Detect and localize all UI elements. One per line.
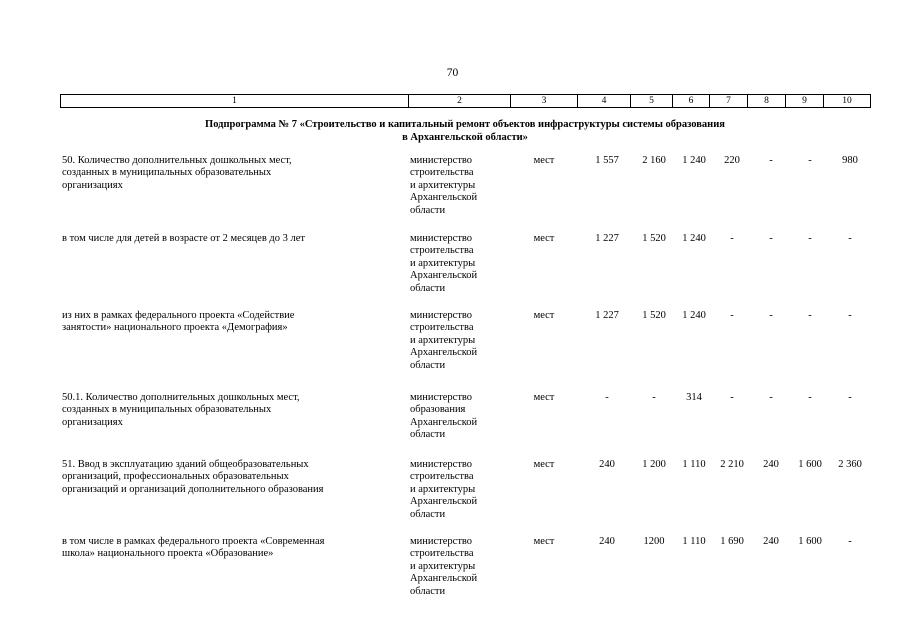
value-cell: 1200: [643, 536, 665, 547]
column-number-header: [60, 94, 871, 108]
text-line: министерство: [410, 536, 473, 547]
text-line: Архангельской: [410, 270, 478, 282]
value-cell: -: [769, 233, 773, 244]
indicator-name: [62, 233, 402, 245]
text-line: в том числе в рамках федерального проекта «Современная: [62, 536, 325, 547]
text-line: министерство: [410, 155, 473, 166]
value-cell: -: [808, 233, 812, 244]
text-line: министерство: [410, 459, 473, 470]
indicator-name: [62, 392, 402, 429]
executor: [410, 310, 510, 372]
value-cell: -: [808, 155, 812, 166]
value-cell: 240: [763, 459, 779, 470]
column-number-cell: 1: [61, 95, 409, 108]
subprogram-title-line: в Архангельской области»: [402, 132, 528, 143]
value-cell: -: [848, 233, 852, 244]
text-line: и архитектуры: [410, 483, 476, 495]
subprogram-title-line: Подпрограмма № 7 «Строительство и капитальный ремонт объектов инфраструктуры системы образования: [205, 119, 725, 130]
value-cell: 2 210: [720, 459, 744, 470]
text-line: организаций, профессиональных образовательных: [62, 471, 289, 483]
value-cell: -: [730, 233, 734, 244]
text-line: и архитектуры: [410, 257, 476, 269]
unit: мест: [533, 392, 555, 403]
text-line: строительства: [410, 471, 474, 483]
unit: мест: [533, 536, 555, 547]
column-number-cell: 9: [786, 95, 824, 108]
value-cell: 1 110: [682, 536, 706, 547]
text-line: министерство: [410, 233, 473, 244]
text-line: области: [410, 585, 446, 597]
value-cell: -: [848, 310, 852, 321]
text-line: 50. Количество дополнительных дошкольных мест,: [62, 155, 292, 166]
value-cell: 1 600: [798, 536, 822, 547]
text-line: области: [410, 429, 446, 441]
text-line: школа» национального проекта «Образование»: [62, 548, 274, 560]
column-number-cell: 3: [511, 95, 578, 108]
executor: [410, 233, 510, 295]
value-cell: 1 520: [642, 310, 666, 321]
column-number-cell: 5: [631, 95, 673, 108]
unit: мест: [533, 155, 555, 166]
value-cell: 1 690: [720, 536, 744, 547]
indicator-name: [62, 310, 402, 335]
value-cell: -: [848, 392, 852, 403]
value-cell: -: [808, 310, 812, 321]
value-cell: 240: [599, 536, 615, 547]
text-line: строительства: [410, 322, 474, 334]
value-cell: 2 360: [838, 459, 862, 470]
value-cell: -: [769, 392, 773, 403]
column-number-cell: 8: [748, 95, 786, 108]
indicator-name: [62, 536, 402, 561]
value-cell: -: [605, 392, 609, 403]
unit: мест: [533, 233, 555, 244]
text-line: министерство: [410, 392, 473, 403]
executor: [410, 536, 510, 598]
text-line: занятости» национального проекта «Демография»: [62, 322, 288, 334]
value-cell: -: [730, 392, 734, 403]
value-cell: -: [808, 392, 812, 403]
value-cell: -: [730, 310, 734, 321]
text-line: образования: [410, 404, 466, 416]
value-cell: 220: [724, 155, 740, 166]
executor: [410, 459, 510, 521]
text-line: 50.1. Количество дополнительных дошкольных мест,: [62, 392, 300, 403]
text-line: Архангельской: [410, 416, 478, 428]
value-cell: 1 240: [682, 310, 706, 321]
unit: мест: [533, 459, 555, 470]
text-line: строительства: [410, 548, 474, 560]
text-line: области: [410, 282, 446, 294]
text-line: созданных в муниципальных образовательных: [62, 167, 272, 179]
text-line: организаций и организаций дополнительного образования: [62, 483, 324, 495]
text-line: строительства: [410, 245, 474, 257]
value-cell: 980: [842, 155, 858, 166]
value-cell: 2 160: [642, 155, 666, 166]
column-number-cell: 7: [710, 95, 748, 108]
text-line: организациях: [62, 416, 123, 428]
text-line: и архитектуры: [410, 334, 476, 346]
text-line: организациях: [62, 179, 123, 191]
value-cell: 1 227: [595, 233, 619, 244]
text-line: и архитектуры: [410, 560, 476, 572]
value-cell: 1 557: [595, 155, 619, 166]
value-cell: 1 240: [682, 233, 706, 244]
text-line: строительства: [410, 167, 474, 179]
column-number-cell: 2: [409, 95, 511, 108]
value-cell: 240: [763, 536, 779, 547]
value-cell: -: [652, 392, 656, 403]
value-cell: 314: [686, 392, 702, 403]
text-line: в том числе для детей в возрасте от 2 месяцев до 3 лет: [62, 233, 305, 244]
text-line: Архангельской: [410, 496, 478, 508]
value-cell: -: [769, 155, 773, 166]
value-cell: 240: [599, 459, 615, 470]
text-line: Архангельской: [410, 573, 478, 585]
value-cell: 1 600: [798, 459, 822, 470]
executor: [410, 392, 510, 442]
text-line: из них в рамках федерального проекта «Содействие: [62, 310, 295, 321]
executor: [410, 155, 510, 217]
value-cell: -: [769, 310, 773, 321]
text-line: области: [410, 508, 446, 520]
unit: мест: [533, 310, 555, 321]
column-number-cell: 6: [673, 95, 710, 108]
text-line: созданных в муниципальных образовательных: [62, 404, 272, 416]
text-line: области: [410, 204, 446, 216]
subprogram-title: [60, 118, 870, 144]
column-number-cell: 10: [824, 95, 871, 108]
page-number: 70: [446, 67, 459, 79]
text-line: и архитектуры: [410, 179, 476, 191]
value-cell: 1 520: [642, 233, 666, 244]
value-cell: 1 227: [595, 310, 619, 321]
indicator-name: [62, 459, 402, 496]
value-cell: -: [848, 536, 852, 547]
value-cell: 1 200: [642, 459, 666, 470]
value-cell: 1 110: [682, 459, 706, 470]
text-line: Архангельской: [410, 347, 478, 359]
indicator-name: [62, 155, 402, 192]
text-line: 51. Ввод в эксплуатацию зданий общеобразовательных: [62, 459, 309, 470]
text-line: Архангельской: [410, 192, 478, 204]
text-line: министерство: [410, 310, 473, 321]
text-line: области: [410, 359, 446, 371]
value-cell: 1 240: [682, 155, 706, 166]
column-number-cell: 4: [578, 95, 631, 108]
